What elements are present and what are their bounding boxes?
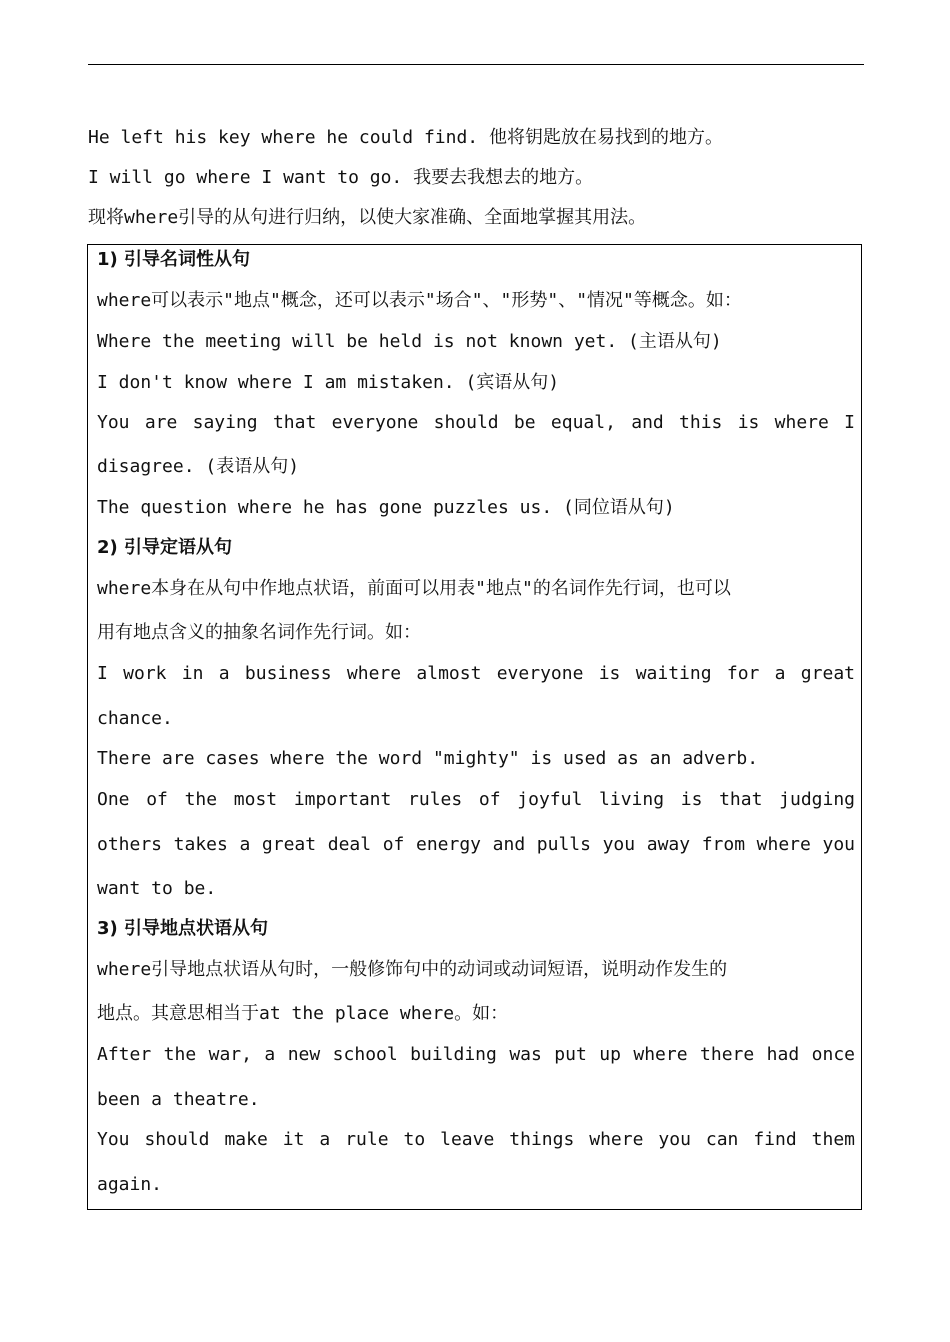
section-1-line: The question where he has gone puzzles us. (同位语从句) [97,497,675,518]
section-3-line: been a theatre. [97,1089,260,1110]
section-1-line: where可以表示"地点"概念，还可以表示"场合"、"形势"、"情况"等概念。如： [97,290,742,311]
section-2-line: chance. [97,708,173,729]
section-2-heading: 2) 引导定语从句 [97,537,233,558]
section-2-line: One of the most important rules of joyful living is that judging [97,789,855,810]
section-1-line: I don't know where I am mistaken. (宾语从句) [97,372,560,393]
intro-line-1: He left his key where he could find. 他将钥匙放在易找到的地方。 [88,127,723,148]
section-2-line: where本身在从句中作地点状语，前面可以用表"地点"的名词作先行词，也可以 [97,578,731,599]
section-1-line: You are saying that everyone should be equal, and this is where I [97,412,855,433]
intro-line-3: 现将where引导的从句进行归纳，以使大家准确、全面地掌握其用法。 [88,207,647,228]
section-2-line: I work in a business where almost everyone is waiting for a great [97,663,855,684]
section-3-line: You should make it a rule to leave things where you can find them [97,1129,855,1150]
section-3-line: After the war, a new school building was put up where there had once [97,1044,855,1065]
intro-line-2: I will go where I want to go. 我要去我想去的地方。 [88,167,594,188]
section-2-line: others takes a great deal of energy and pulls you away from where you [97,834,855,855]
section-2-line: 用有地点含义的抽象名词作先行词。如： [97,622,421,643]
section-1-heading: 1) 引导名词性从句 [97,249,251,270]
header-rule [88,64,864,65]
section-1-line: Where the meeting will be held is not known yet. (主语从句) [97,331,722,352]
section-3-line: where引导地点状语从句时，一般修饰句中的动词或动词短语，说明动作发生的 [97,959,728,980]
section-2-line: want to be. [97,878,217,899]
section-3-line: 地点。其意思相当于at the place where。如： [97,1003,509,1024]
section-3-heading: 3) 引导地点状语从句 [97,918,269,939]
section-1-line: disagree. (表语从句) [97,456,300,477]
section-2-line: There are cases where the word "mighty" is used as an adverb. [97,748,759,769]
section-3-line: again. [97,1174,163,1195]
